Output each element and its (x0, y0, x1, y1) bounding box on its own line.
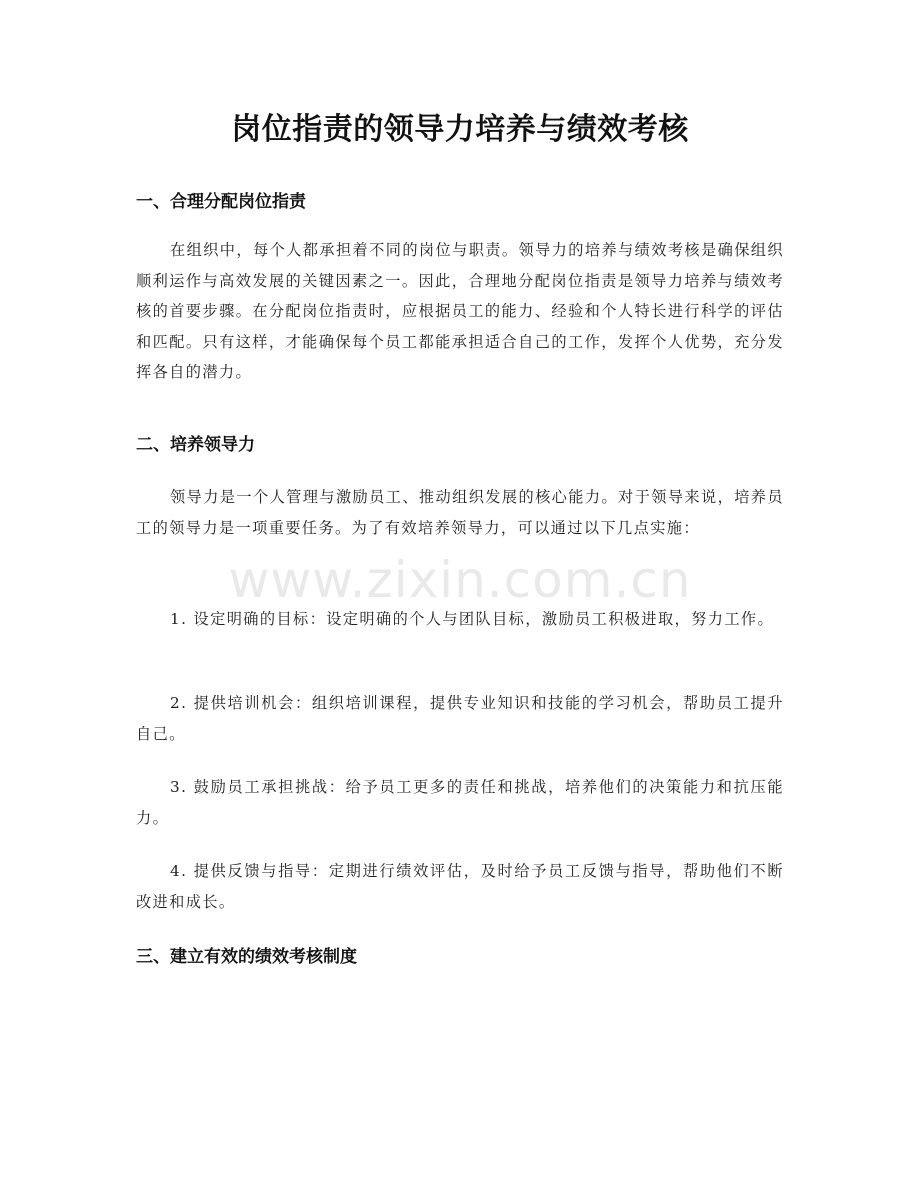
document-title: 岗位指责的领导力培养与绩效考核 (231, 112, 689, 147)
section-paragraph-1: 在组织中，每个人都承担着不同的岗位与职责。领导力的培养与绩效考核是确保组织顺利运作与高效发展的关键因素之一。因此，合理地分配岗位指责是领导力培养与绩效考核的首要步骤。在分配岗位指责时，应根据员工的能力、经验和个人特长进行科学的评估和匹配。只有这样，才能确保每个员工都能承担适合自己的工作，发挥个人优势，充分发挥各自的潜力。 (136, 241, 784, 381)
list-item: 3. 鼓励员工承担挑战：给予员工更多的责任和挑战，培养他们的决策能力和抗压能力。 (136, 778, 784, 827)
list-item: 2. 提供培训机会：组织培训课程，提供专业知识和技能的学习机会，帮助员工提升自己。 (136, 694, 784, 743)
list-item: 4. 提供反馈与指导：定期进行绩效评估，及时给予员工反馈与指导，帮助他们不断改进和成长。 (136, 862, 784, 911)
section-heading-1: 一、合理分配岗位指责 (136, 192, 306, 212)
section-heading-3: 三、建立有效的绩效考核制度 (136, 947, 357, 967)
section-heading-2: 二、培养领导力 (136, 435, 255, 455)
watermark: www.zixin.com.cn (228, 551, 692, 609)
list-item: 1. 设定明确的目标：设定明确的个人与团队目标，激励员工积极进取，努力工作。 (170, 610, 775, 628)
section-paragraph-2: 领导力是一个人管理与激励员工、推动组织发展的核心能力。对于领导来说，培养员工的领导力是一项重要任务。为了有效培养领导力，可以通过以下几点实施： (136, 488, 784, 537)
